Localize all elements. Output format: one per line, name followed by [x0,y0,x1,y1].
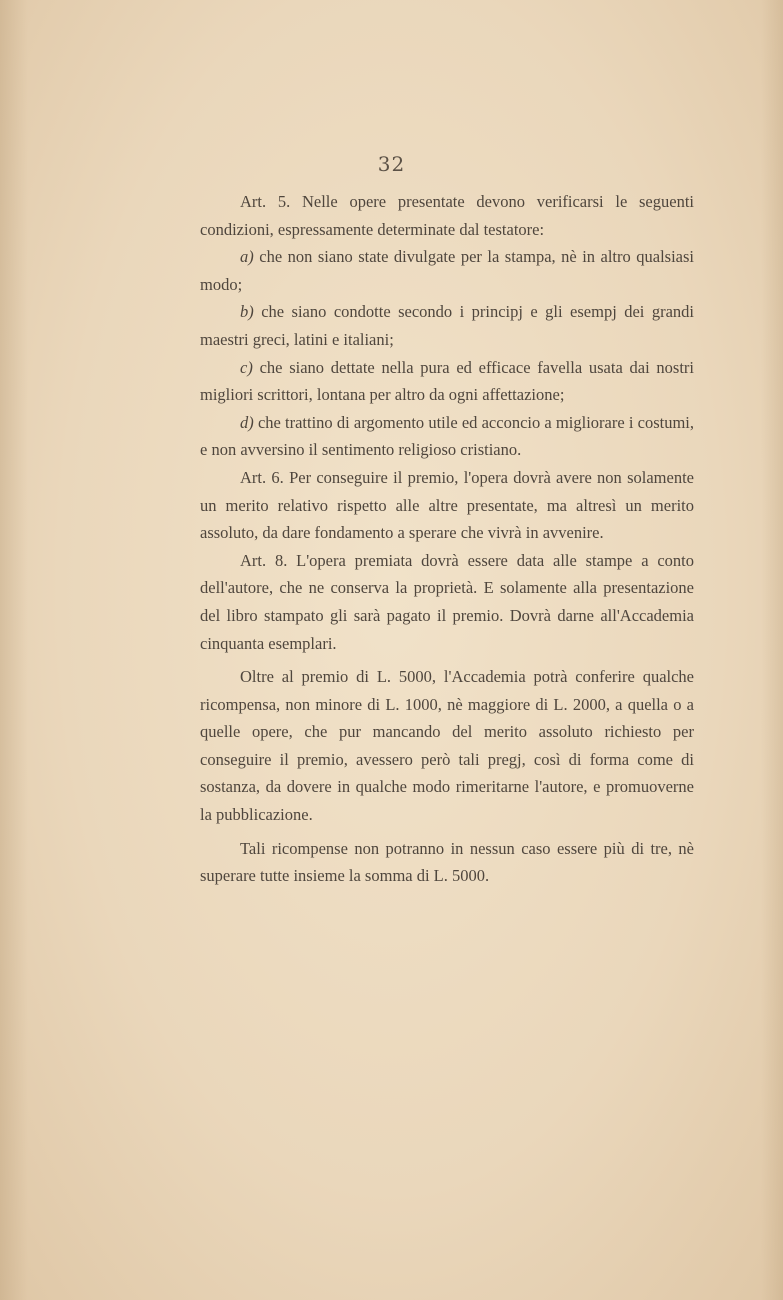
paragraph-text: Art. 6. Per conseguire il premio, l'opera dovrà avere non solamente un merito relativo rispetto alle altre presentate, ma altresì un merito assoluto, da dare fondamento a sperare che vivrà in avvenire. [200,467,694,543]
page-edge-shadow-left [0,0,28,1300]
page-number: 32 [377,152,406,176]
paragraph-text: Oltre al premio di L. 5000, l'Accademia potrà conferire qualche ricompensa, non minore di L. 1000, nè maggiore di L. 2000, a quella o a quelle opere, che pur mancando del merito assoluto richiesto per conseguire il premio, avessero però tali pregj, così di forma come di sostanza, da dovere in qualche modo rimeritarne l'autore, e promuoverne la pubblicazione. [200,667,694,825]
paragraph-text: Tali ricompense non potranno in nessun caso essere più di tre, nè superare tutte insieme la somma di L. 5000. [200,838,694,886]
paragraph-text: Art. 5. Nelle opere presentate devono verificarsi le seguenti condizioni, espressamente determinate dal testatore: [200,192,694,239]
item-letter: b) [240,302,254,322]
list-item-c [200,354,694,409]
list-item-a [200,243,694,298]
paragraph-text: che trattino di argomento utile ed acconcio a migliorare i costumi, e non avversino il sentimento religioso cristiano. [200,412,694,460]
paragraph-art-5 [200,188,694,243]
paragraph-text: che siano dettate nella pura ed efficace favella usata dai nostri migliori scrittori, lontana per altro da ogni affettazione; [200,357,694,405]
paragraph-text: che non siano state divulgate per la stampa, nè in altro qualsiasi modo; [200,247,694,294]
paragraph-ricompensa [200,663,694,829]
paragraph-art-8 [200,547,694,657]
paragraph-limite-ricompense [200,835,694,890]
paragraph-art-6 [200,464,694,547]
list-item-d [200,409,694,464]
item-letter: a) [240,247,254,267]
paragraph-text: che siano condotte secondo i principj e gli esempj dei grandi maestri greci, latini e italiani; [200,302,694,349]
list-item-b [200,298,694,353]
body-text [200,188,694,890]
item-letter: c) [240,357,253,377]
item-letter: d) [240,412,254,432]
page-edge-shadow-right [761,0,783,1300]
paragraph-text: Art. 8. L'opera premiata dovrà essere data alle stampe a conto dell'autore, che ne conserva la proprietà. E solamente alla presentazione del libro stampato gli sarà pagato il premio. Dovrà darne all'Accademia cinquanta esemplari. [200,550,694,653]
